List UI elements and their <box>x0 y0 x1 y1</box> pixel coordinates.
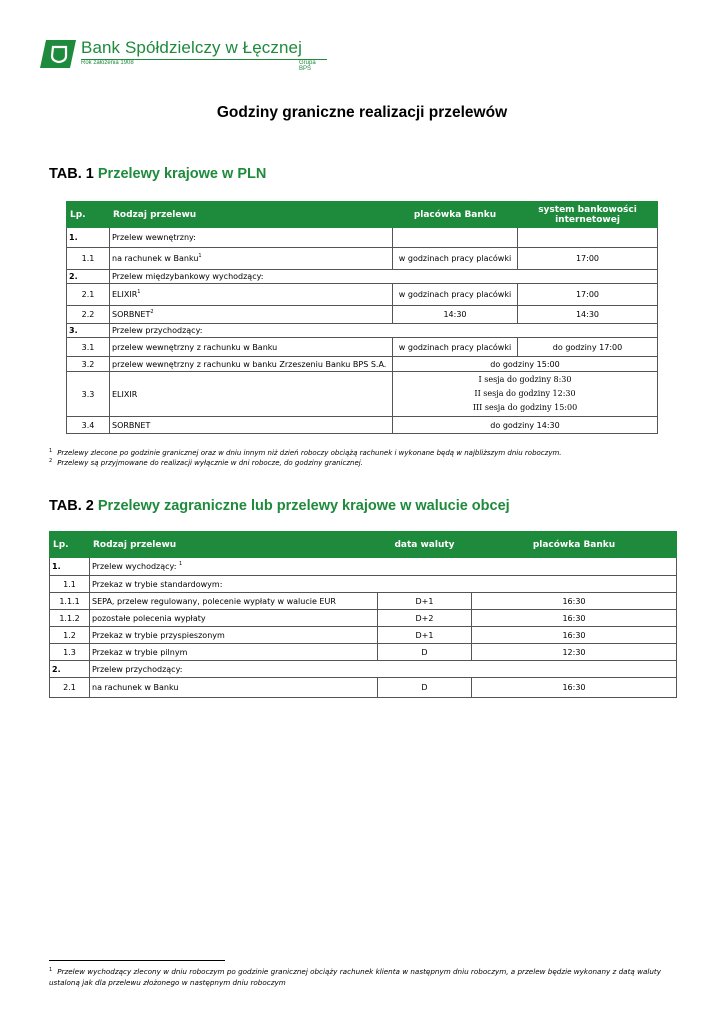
table-row <box>67 372 658 417</box>
footnote-divider <box>49 960 225 961</box>
row-lp: 3. <box>67 324 110 338</box>
row-name: przelew wewnętrzny z rachunku w banku Zrzeszeniu Banku BPS S.A. <box>110 357 393 372</box>
row-lp: 2. <box>67 270 110 284</box>
session-line: II sesja do godziny 12:30 <box>474 389 576 398</box>
table2-title: Przelewy zagraniczne lub przelewy krajowe w walucie obcej <box>97 498 510 514</box>
row-name: Przekaz w trybie pilnym <box>90 644 378 661</box>
row-lp: 1.1 <box>67 248 110 270</box>
table-row <box>50 627 677 644</box>
table-row <box>50 661 677 678</box>
row-branch: w godzinach pracy placówki <box>393 248 518 270</box>
row-lp: 3.2 <box>67 357 110 372</box>
table-row <box>50 576 677 593</box>
table-row <box>67 417 658 434</box>
table1-title: Przelewy krajowe w PLN <box>97 166 267 182</box>
row-merged-value: do godziny 15:00 <box>393 357 658 372</box>
row-name: przelew wewnętrzny z rachunku w Banku <box>110 338 393 357</box>
row-branch <box>393 228 518 248</box>
table-row <box>50 558 677 576</box>
table-row <box>50 610 677 627</box>
bank-logo <box>40 38 316 72</box>
row-lp: 2.2 <box>67 306 110 324</box>
row-lp: 1. <box>50 558 90 576</box>
row-lp: 3.4 <box>67 417 110 434</box>
table-row <box>67 338 658 357</box>
table2-col-date: data waluty <box>378 532 472 558</box>
row-name: na rachunek w Banku$^1$ <box>110 248 393 270</box>
footnote-ref: 1 <box>137 289 141 295</box>
table1 <box>66 201 658 434</box>
row-lp: 3.3 <box>67 372 110 417</box>
row-name: Przekaz w trybie standardowym: <box>90 576 677 593</box>
row-name: Przelew przychodzący: <box>110 324 658 338</box>
row-lp: 1. <box>67 228 110 248</box>
row-branch: 16:30 <box>472 678 677 698</box>
table1-col-internet: system bankowości internetowej <box>518 202 658 228</box>
row-date: D+1 <box>378 593 472 610</box>
bank-logo-icon <box>40 40 76 68</box>
row-internet: 14:30 <box>518 306 658 324</box>
footnote-ref: 2 <box>150 309 154 315</box>
row-lp: 1.1 <box>50 576 90 593</box>
footnote: $^1$ Przelew wychodzący zlecony w dniu roboczym po godzinie granicznej obciąży rachunek klienta w następnym dniu roboczym, a przelew będzie wykonany z datą waluty ustaloną jak dla przelewu złożonego w następnym dniu roboczym <box>49 967 661 987</box>
table-row <box>67 357 658 372</box>
row-branch: 12:30 <box>472 644 677 661</box>
row-name: pozostałe polecenia wypłaty <box>90 610 378 627</box>
row-name: na rachunek w Banku <box>90 678 378 698</box>
row-name: ELIXIR$^1$ <box>110 284 393 306</box>
row-lp: 1.2 <box>50 627 90 644</box>
table-row <box>67 228 658 248</box>
table2-col-type: Rodzaj przelewu <box>90 532 378 558</box>
row-merged-value <box>393 372 658 417</box>
row-branch: 16:30 <box>472 610 677 627</box>
table2-col-lp: Lp. <box>50 532 90 558</box>
table-row <box>67 270 658 284</box>
row-date: D <box>378 678 472 698</box>
table-row <box>67 284 658 306</box>
row-lp: 2. <box>50 661 90 678</box>
row-branch: w godzinach pracy placówki <box>393 338 518 357</box>
row-name: Przelew międzybankowy wychodzący: <box>110 270 658 284</box>
row-lp: 1.1.1 <box>50 593 90 610</box>
table1-heading <box>49 166 266 182</box>
table1-col-branch: placówka Banku <box>393 202 518 228</box>
bank-name: Bank Spółdzielczy w Łęcznej <box>81 38 302 57</box>
table-row <box>50 644 677 661</box>
founded-text: Rok założenia 1908 <box>81 60 134 66</box>
row-lp: 2.1 <box>67 284 110 306</box>
row-branch: 16:30 <box>472 627 677 644</box>
table1-col-type: Rodzaj przelewu <box>110 202 393 228</box>
row-branch: 16:30 <box>472 593 677 610</box>
row-name: Przekaz w trybie przyspieszonym <box>90 627 378 644</box>
page-title: Godziny graniczne realizacji przelewów <box>216 104 508 121</box>
footnote-ref: 1 <box>198 253 202 259</box>
table1-note-1: $^1$ Przelewy zlecone po godzinie granicznej oraz w dniu innym niż dzień roboczy obciążą rachunek i wykonane będą w najbliższym dniu roboczym. <box>49 448 562 457</box>
row-date: D+1 <box>378 627 472 644</box>
table2-prefix: TAB. 2 <box>49 498 94 514</box>
table2-heading <box>49 498 510 514</box>
table-row <box>67 324 658 338</box>
row-internet <box>518 228 658 248</box>
table-row <box>67 248 658 270</box>
row-date: D <box>378 644 472 661</box>
row-name: Przelew wewnętrzny: <box>110 228 393 248</box>
row-branch: 14:30 <box>393 306 518 324</box>
table1-prefix: TAB. 1 <box>49 166 94 182</box>
row-lp: 3.1 <box>67 338 110 357</box>
row-name: SEPA, przelew regulowany, polecenie wypłaty w walucie EUR <box>90 593 378 610</box>
table-row <box>50 593 677 610</box>
table2-col-branch: placówka Banku <box>472 532 677 558</box>
row-date: D+2 <box>378 610 472 627</box>
row-name: SORBNET$^2$ <box>110 306 393 324</box>
row-lp: 2.1 <box>50 678 90 698</box>
table2 <box>49 531 677 698</box>
table2-header-row <box>50 532 677 558</box>
table1-col-lp: Lp. <box>67 202 110 228</box>
row-internet: 17:00 <box>518 284 658 306</box>
row-name: SORBNET <box>110 417 393 434</box>
table-row <box>50 678 677 698</box>
table1-header-row <box>67 202 658 228</box>
session-line: III sesja do godziny 15:00 <box>472 403 578 412</box>
row-internet: 17:00 <box>518 248 658 270</box>
row-lp: 1.3 <box>50 644 90 661</box>
table-row <box>67 306 658 324</box>
row-branch: w godzinach pracy placówki <box>393 284 518 306</box>
row-name: Przelew wychodzący: $^1$ <box>90 558 677 576</box>
group-text: Grupa BPS <box>299 60 316 72</box>
row-internet: do godziny 17:00 <box>518 338 658 357</box>
row-merged-value: do godziny 14:30 <box>393 417 658 434</box>
session-line: I sesja do godziny 8:30 <box>478 375 572 384</box>
footnote-ref: 1 <box>178 561 183 567</box>
row-name: Przelew przychodzący: <box>90 661 677 678</box>
row-name: ELIXIR <box>110 372 393 417</box>
table1-note-2: $^2$ Przelewy są przyjmowane do realizacji wyłącznie w dni robocze, do godziny granicznej. <box>49 458 363 467</box>
row-lp: 1.1.2 <box>50 610 90 627</box>
